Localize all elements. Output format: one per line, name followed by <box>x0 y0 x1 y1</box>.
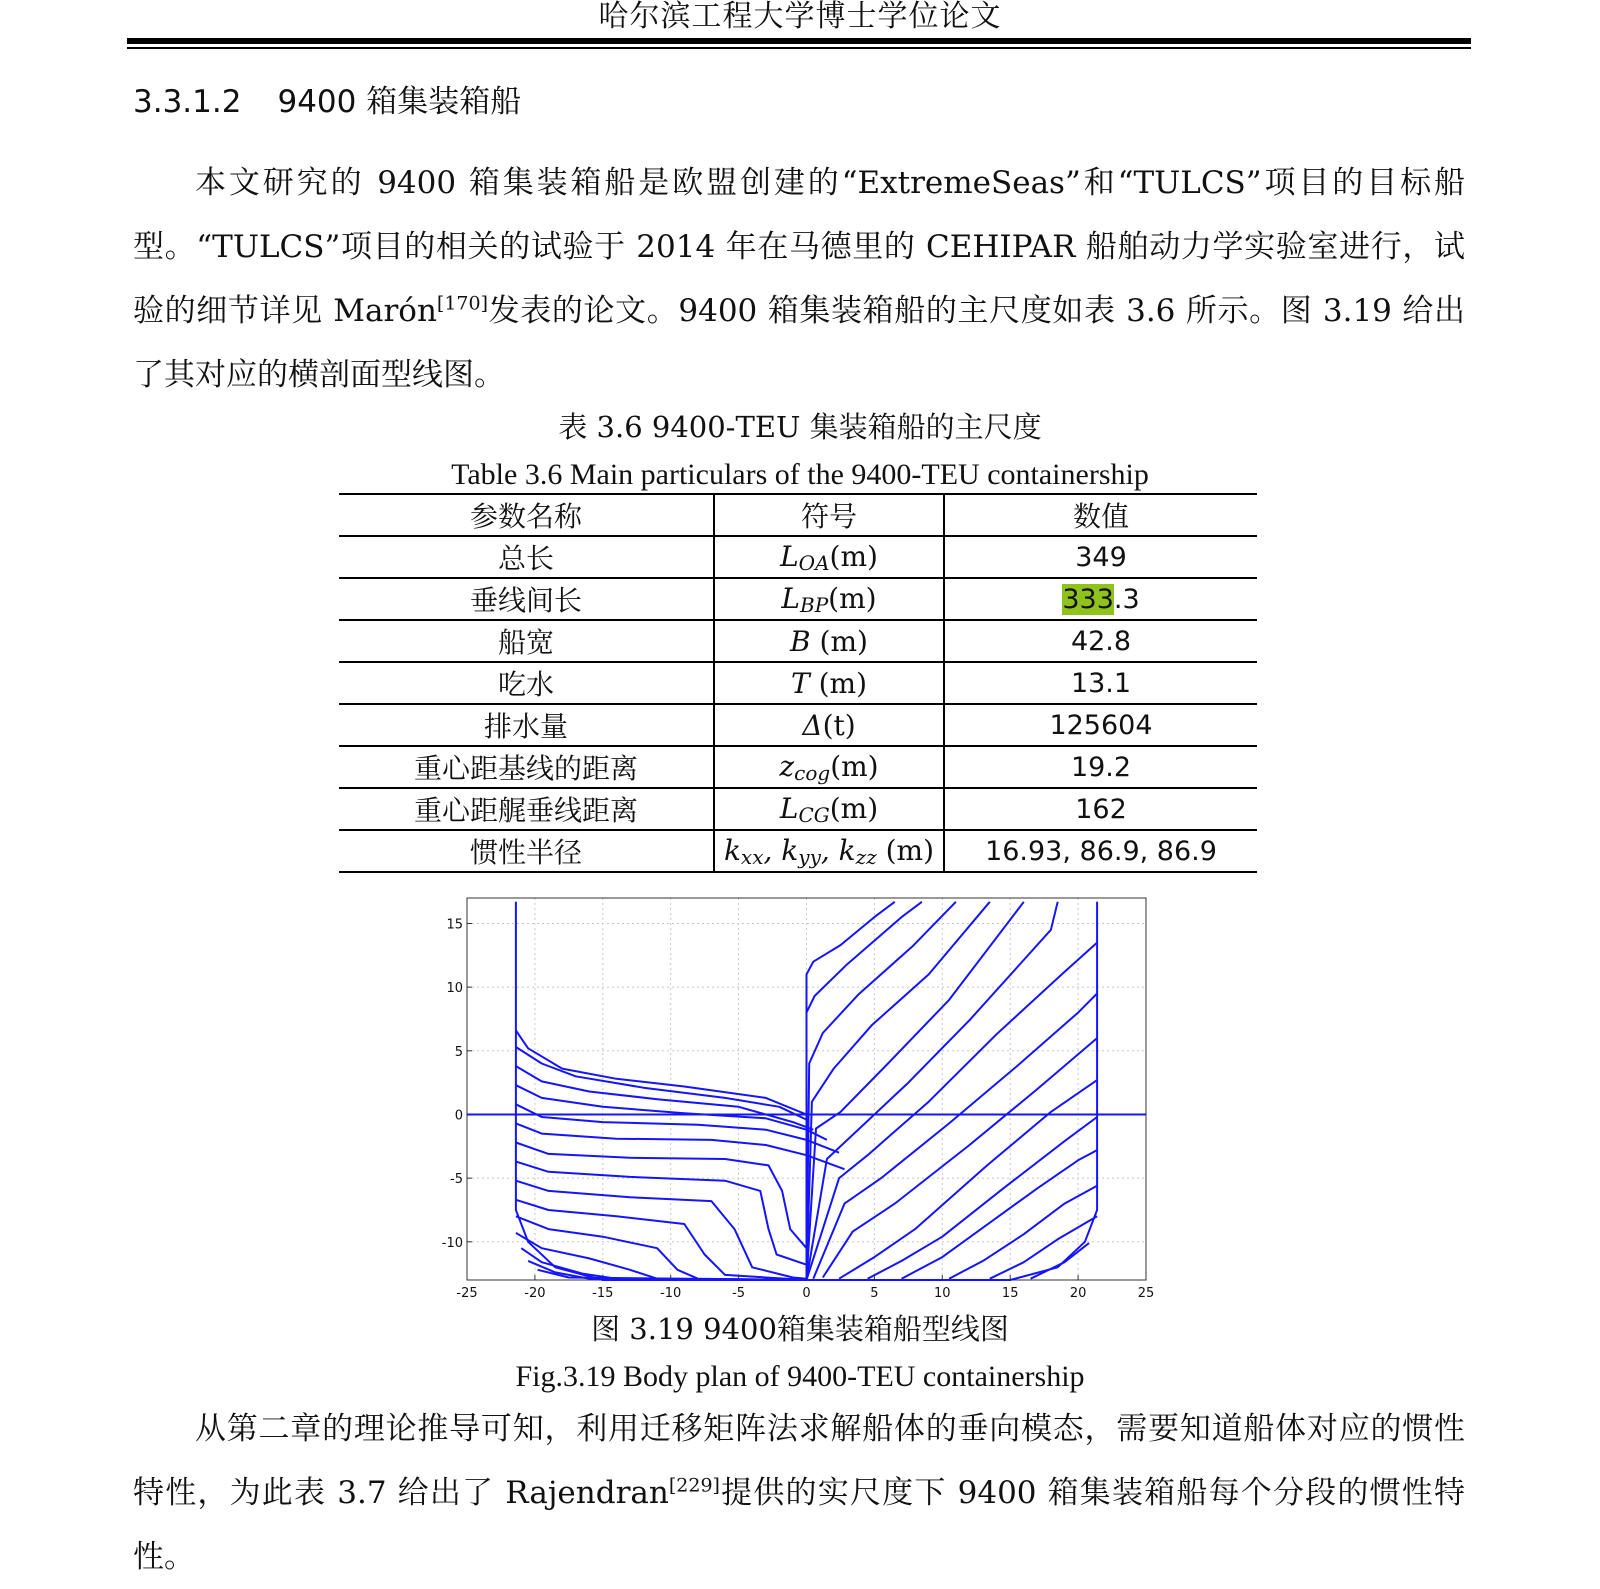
header-cell: 参数名称 <box>339 494 714 536</box>
param-name: 排水量 <box>339 704 714 746</box>
y-tick-label: 10 <box>446 981 463 997</box>
table-caption-en: Table 3.6 Main particulars of the 9400-TEU containership <box>451 458 1149 491</box>
body-plan-chart <box>440 888 1160 1308</box>
aft-station-line <box>516 1030 807 1114</box>
table-row <box>339 704 1257 746</box>
paragraph-text: 发表的论文。9400 箱集装箱船的主尺度如表 3.6 所示。图 3.19 给出了其对应的横剖面型线图。 <box>133 293 1465 393</box>
param-value: 13.1 <box>944 662 1257 704</box>
section-number: 3.3.1.2 <box>133 84 242 120</box>
param-value: 16.93, 86.9, 86.9 <box>944 830 1257 872</box>
param-name: 惯性半径 <box>339 830 714 872</box>
fore-station-line <box>990 1216 1097 1278</box>
table-row <box>339 620 1257 662</box>
table-caption-cn: 表 3.6 9400-TEU 集装箱船的主尺度 <box>558 410 1042 444</box>
aft-station-line <box>516 1162 807 1265</box>
paragraph-intro <box>133 151 1465 407</box>
aft-station-line <box>516 1143 807 1249</box>
param-value: 349 <box>944 536 1257 578</box>
param-symbol: $z_{cog}(m)$ <box>714 746 944 788</box>
paragraph-inertia <box>133 1397 1465 1589</box>
param-value: 42.8 <box>944 620 1257 662</box>
fore-station-line <box>1031 1243 1089 1279</box>
param-symbol: Δ(t) <box>714 704 944 746</box>
fore-station-line <box>807 902 1024 1280</box>
fore-station-line <box>807 902 956 1280</box>
param-value: 125604 <box>944 704 1257 746</box>
section-title: 9400 箱集装箱船 <box>277 84 522 120</box>
header-rule-thin <box>127 47 1471 49</box>
main-particulars-table <box>339 493 1257 873</box>
x-tick-label: 20 <box>1069 1286 1087 1301</box>
param-value: 333.3 <box>944 578 1257 620</box>
table-row <box>339 788 1257 830</box>
search-highlight: 333 <box>1062 583 1114 615</box>
figure-caption-en: Fig.3.19 Body plan of 9400-TEU containership <box>515 1360 1085 1393</box>
param-name: 重心距基线的距离 <box>339 746 714 788</box>
header-cell: 符号 <box>714 494 944 536</box>
x-tick-label: 0 <box>802 1286 811 1301</box>
table-row <box>339 536 1257 578</box>
y-tick-label: 15 <box>446 917 463 933</box>
paragraph-text: 提供的实尺度下 9400 箱集装箱船每个分段的惯性特性。 <box>133 1475 1465 1575</box>
x-tick-label: 25 <box>1137 1286 1155 1301</box>
x-tick-label: 5 <box>870 1286 879 1301</box>
param-name: 重心距艉垂线距离 <box>339 788 714 830</box>
y-tick-label: 5 <box>454 1044 463 1060</box>
x-tick-label: -5 <box>732 1286 746 1301</box>
citation-ref: [229] <box>668 1474 720 1497</box>
aft-station-line <box>516 1085 827 1140</box>
section-heading <box>133 78 521 126</box>
x-tick-label: 15 <box>1001 1286 1019 1301</box>
param-symbol: $L_{CG}(m)$ <box>714 788 944 830</box>
param-name: 垂线间长 <box>339 578 714 620</box>
y-tick-label: -5 <box>450 1172 463 1188</box>
param-value: 162 <box>944 788 1257 830</box>
param-name: 船宽 <box>339 620 714 662</box>
paragraph-text: 本文研究的 9400 箱集装箱船是欧盟创建的“ExtremeSeas”和“TULCS”项目的目标船型。“TULCS”项目的相关的试验于 2014 年在马德里的 CEHIPAR 船舶动力学实验室进行，试验的细节详见 Marón <box>133 165 1465 329</box>
y-tick-label: 0 <box>454 1108 463 1124</box>
paragraph-text: 从第二章的理论推导可知，利用迁移矩阵法求解船体的垂向模态，需要知道船体对应的惯性特性，为此表 3.7 给出了 Rajendran <box>133 1411 1465 1511</box>
x-tick-label: -15 <box>592 1286 614 1301</box>
param-name: 总长 <box>339 536 714 578</box>
table-row <box>339 830 1257 872</box>
fore-station-line <box>807 902 1058 1280</box>
param-symbol: $L_{BP}(m)$ <box>714 578 944 620</box>
x-tick-label: -20 <box>524 1286 546 1301</box>
fore-station-line <box>813 994 1097 1279</box>
table-header-row <box>339 494 1257 536</box>
param-symbol: B (m) <box>714 620 944 662</box>
running-header: 哈尔滨工程大学博士学位论文 <box>598 0 1002 34</box>
header-cell: 数值 <box>944 494 1257 536</box>
param-value: 19.2 <box>944 746 1257 788</box>
param-symbol: $k_{xx}$, $k_{yy}$, $k_{zz}$ (m) <box>714 830 944 872</box>
aft-station-line <box>516 1123 845 1169</box>
param-symbol: T (m) <box>714 662 944 704</box>
citation-ref: [170] <box>436 292 488 315</box>
x-tick-label: 10 <box>934 1286 951 1301</box>
header-rule-thick <box>127 38 1471 44</box>
figure-caption-cn: 图 3.19 9400箱集装箱船型线图 <box>591 1312 1009 1346</box>
param-name: 吃水 <box>339 662 714 704</box>
x-tick-label: -25 <box>456 1286 478 1301</box>
fore-station-line <box>807 902 1098 1280</box>
x-tick-label: -10 <box>660 1286 682 1301</box>
param-symbol: $L_{OA}(m)$ <box>714 536 944 578</box>
y-tick-label: -10 <box>441 1235 463 1251</box>
table-row <box>339 746 1257 788</box>
aft-station-line <box>516 1066 813 1130</box>
table-row <box>339 662 1257 704</box>
table-row <box>339 578 1257 620</box>
